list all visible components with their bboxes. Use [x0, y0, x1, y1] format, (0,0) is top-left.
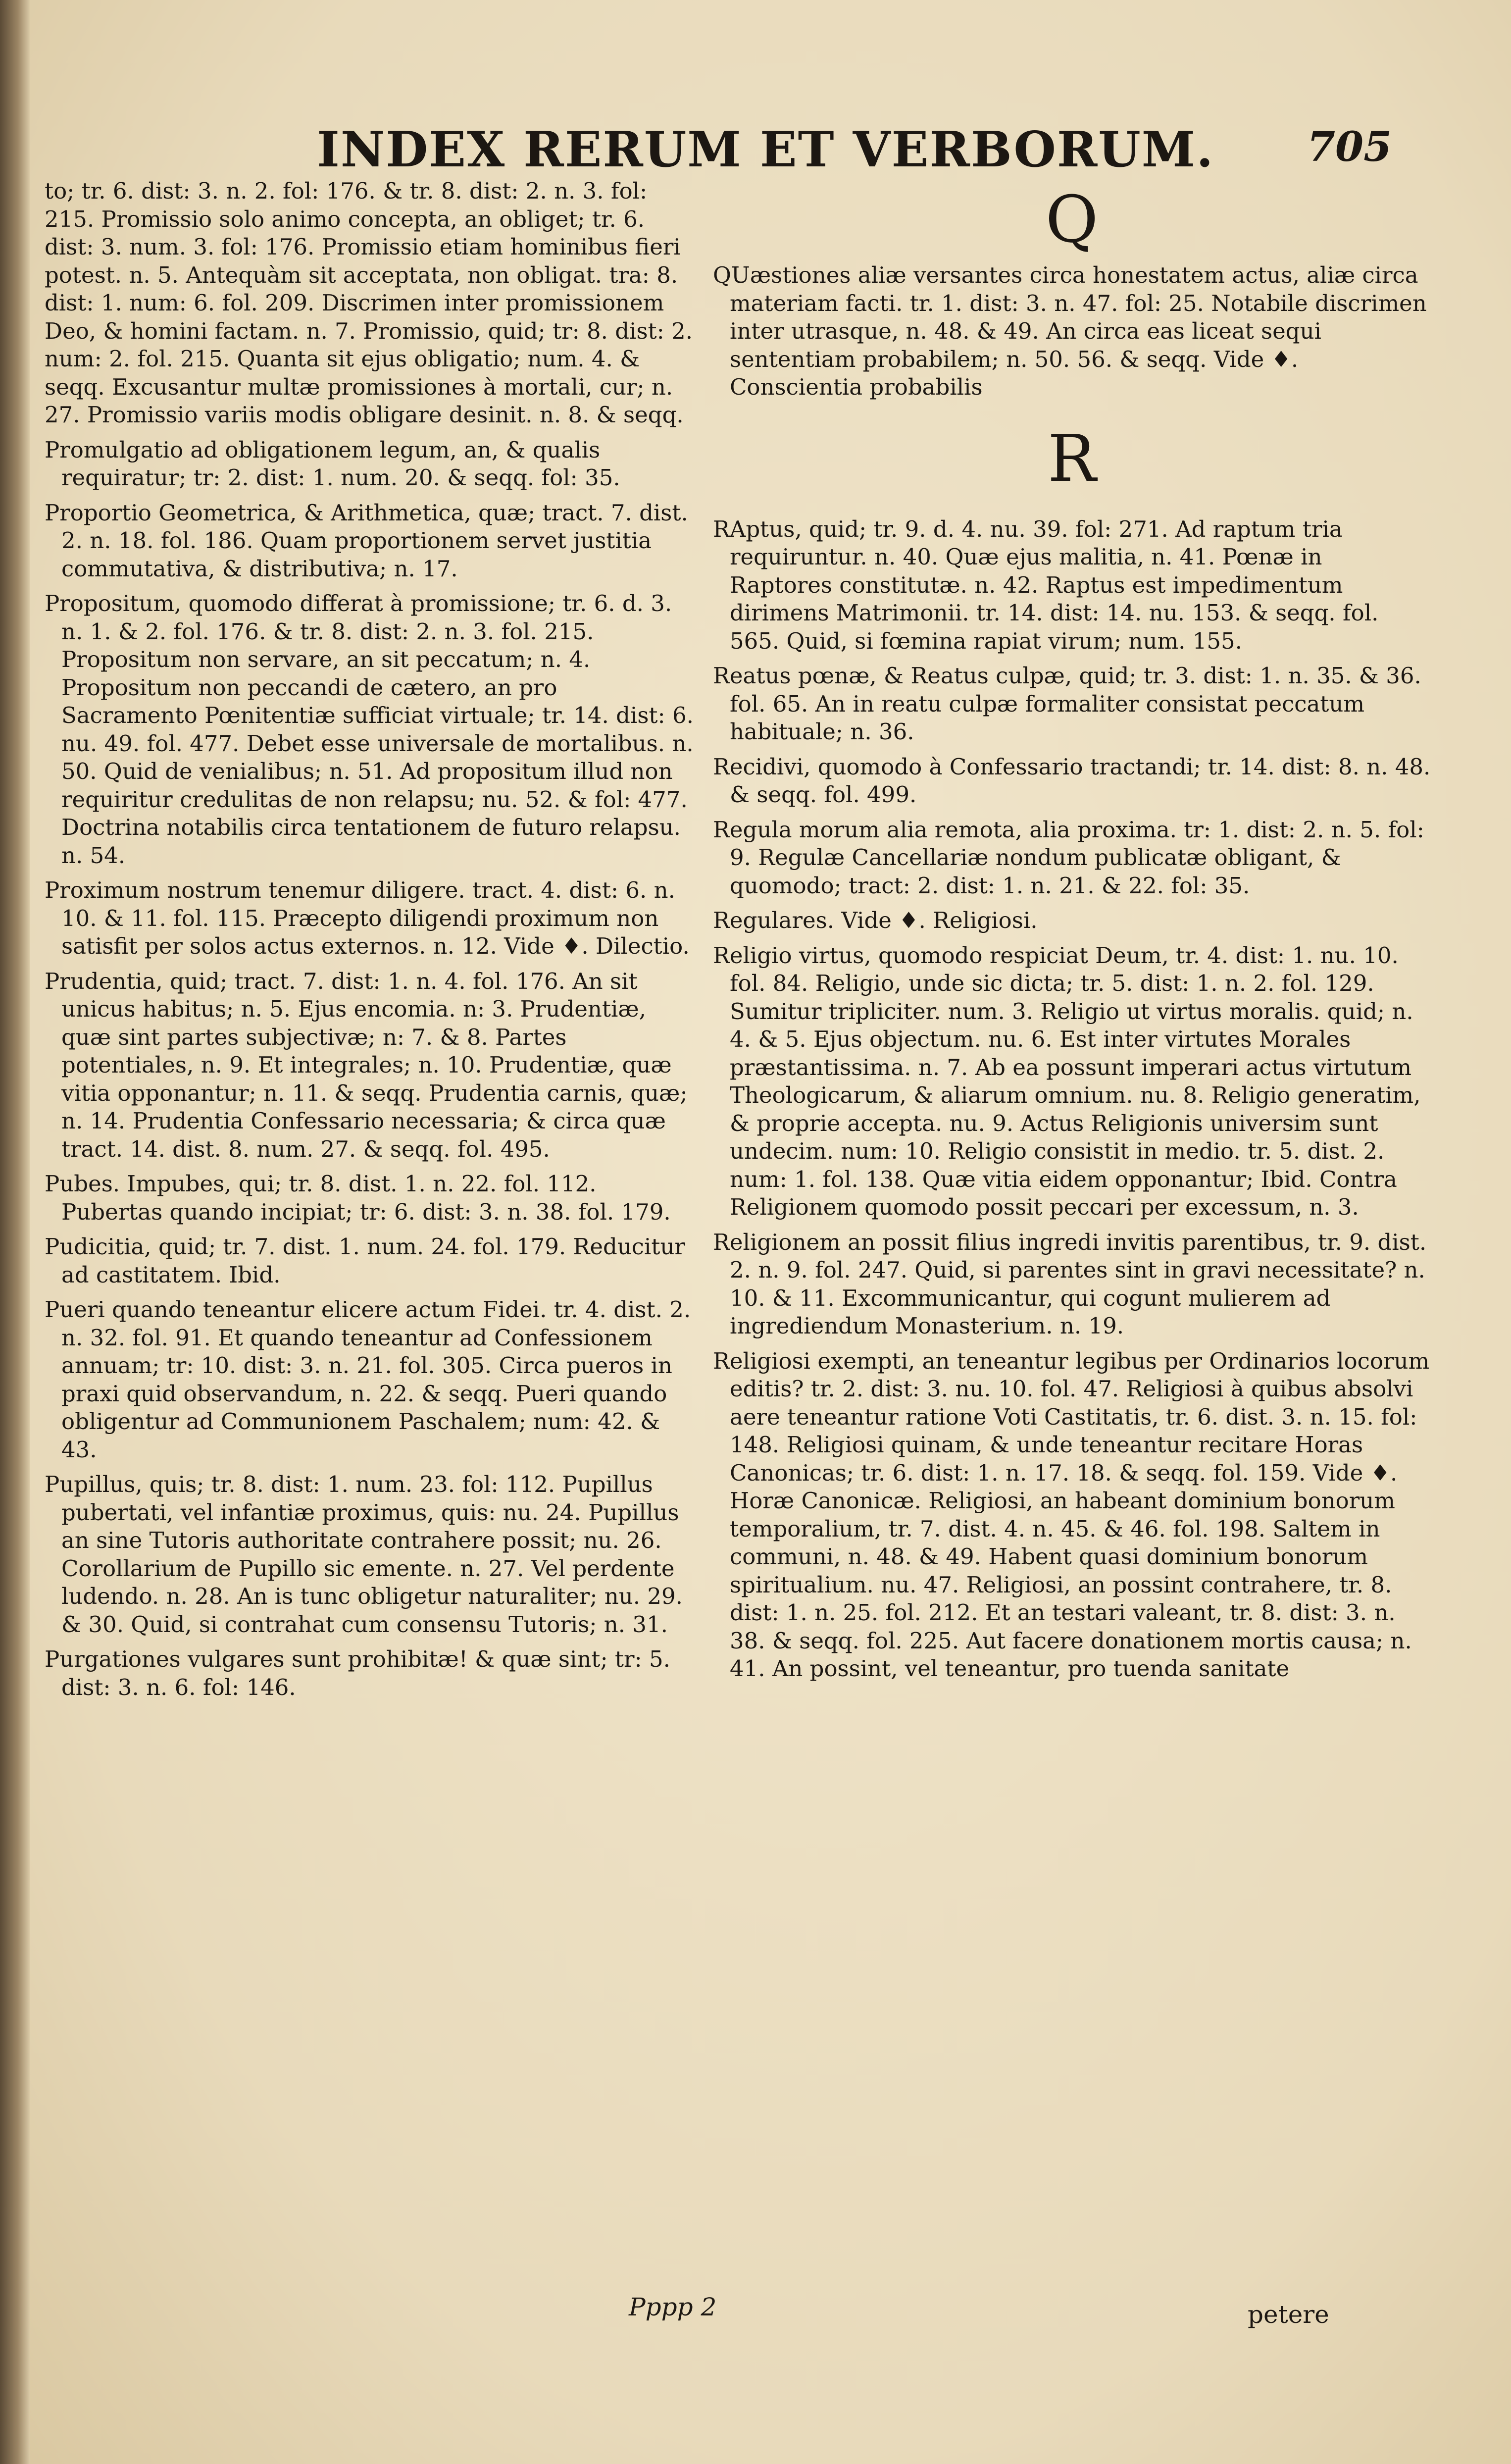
section-letter-r: R	[1048, 420, 1096, 496]
index-entry: Proportio Geometrica, & Arithmetica, quæ; tract. 7. dist. 2. n. 18. fol. 186. Quam proportionem servet justitia commutativa, & distributiva; n. 17.	[45, 499, 688, 582]
index-entry: Proximum nostrum tenemur diligere. tract. 4. dist: 6. n. 10. & 11. fol. 115. Præcepto diligendi proximum non satisfit per solos actus externos. n. 12. Vide ♦. Dilectio.	[45, 877, 690, 959]
index-entry: Pubes. Impubes, qui; tr. 8. dist. 1. n. 22. fol. 112. Pubertas quando incipiat; tr: 6. dist: 3. n. 38. fol. 179.	[45, 1171, 671, 1225]
page-number: 705	[1307, 123, 1392, 171]
page-title: INDEX RERUM ET VERBORUM.	[317, 121, 1214, 178]
index-entry: Religio virtus, quomodo respiciat Deum, tr. 4. dist: 1. nu. 10. fol. 84. Religio, unde sic dicta; tr. 5. dist: 1. n. 2. fol. 129. Sumitur tripliciter. num. 3. Religio ut virtus moralis. quid; n. 4. & 5. Ejus objectum. nu. 6. Est inter virtutes Morales præstantissima. n. 7. Ab ea possunt imperari actus virtutum Theologicarum, & aliarum omnium. nu. 8. Religio generatim, & proprie accepta. nu. 9. Actus Religionis universim sunt undecim. num: 10. Religio consistit in medio. tr. 5. dist. 2. num: 1. fol. 138. Quæ vitia eidem opponantur; Ibid. Contra Religionem quomodo possit peccari per excessum, n. 3.	[713, 942, 1421, 1220]
index-entry: Reatus pœnæ, & Reatus culpæ, quid; tr. 3. dist: 1. n. 35. & 36. fol. 65. An in reatu culpæ formaliter consistat peccatum habituale; n. 36.	[713, 663, 1421, 745]
index-entry: to; tr. 6. dist: 3. n. 2. fol: 176. & tr. 8. dist: 2. n. 3. fol: 215. Promissio solo animo concepta, an obliget; tr. 6. dist: 3. num. 3. fol: 176. Promissio etiam hominibus fieri potest. n. 5. Antequàm sit acceptata, non obligat. tra: 8. dist: 1. num: 6. fol. 209. Discrimen inter promissionem Deo, & homini factam. n. 7. Promissio, quid; tr: 8. dist: 2. num: 2. fol. 215. Quanta sit ejus obligatio; num. 4. & seqq. Excusantur multæ promissiones à mortali, cur; n. 27. Promissio variis modis obligare desinit. n. 8. & seqq.	[45, 178, 693, 428]
index-entry: Purgationes vulgares sunt prohibitæ! & quæ sint; tr: 5. dist: 3. n. 6. fol: 146.	[45, 1646, 670, 1700]
index-entry: Regula morum alia remota, alia proxima. tr: 1. dist: 2. n. 5. fol: 9. Regulæ Cancellariæ nondum publicatæ obligant, & quomodo; tract: 2. dist: 1. n. 21. & 22. fol: 35.	[713, 816, 1424, 899]
index-entry: Recidivi, quomodo à Confessario tractandi; tr. 14. dist: 8. n. 48. & seqq. fol. 499.	[713, 753, 1431, 808]
index-entry: QUæstiones aliæ versantes circa honestatem actus, aliæ circa materiam facti. tr. 1. dist: 3. n. 47. fol: 25. Notabile discrimen inter utrasque, n. 48. & 49. An circa eas liceat sequi sententiam probabilem; n. 50. 56. & seqq. Vide ♦. Conscientia probabilis	[713, 262, 1427, 400]
index-entry: Pueri quando teneantur elicere actum Fidei. tr. 4. dist. 2. n. 32. fol. 91. Et quando teneantur ad Confessionem annuam; tr: 10. dist: 3. n. 21. fol. 305. Circa pueros in praxi quid observandum, n. 22. & seqq. Pueri quando obligentur ad Communionem Paschalem; num: 42. & 43.	[45, 1296, 691, 1463]
index-entry: Religiosi exempti, an teneantur legibus per Ordinarios locorum editis? tr. 2. dist: 3. nu. 10. fol. 47. Religiosi à quibus absolvi aere teneantur ratione Voti Castitatis, tr. 6. dist. 3. n. 15. fol: 148. Religiosi quinam, & unde teneantur recitare Horas Canonicas; tr. 6. dist: 1. n. 17. 18. & seqq. fol. 159. Vide ♦. Horæ Canonicæ. Religiosi, an habeant dominium bonorum temporalium, tr. 7. dist. 4. n. 45. & 46. fol. 198. Saltem in communi, n. 48. & 49. Habent quasi dominium bonorum spiritualium. nu. 47. Religiosi, an possint contrahere, tr. 8. dist: 1. n. 25. fol. 212. Et an testari valeant, tr. 8. dist: 3. n. 38. & seqq. fol. 225. Aut facere donationem mortis causa; n. 41. An possint, vel teneantur, pro tuenda sanitate	[713, 1347, 1430, 1682]
index-entry: Religionem an possit filius ingredi invitis parentibus, tr. 9. dist. 2. n. 9. fol. 247. Quid, si parentes sint in gravi necessitate? n. 10. & 11. Excommunicantur, qui cogunt mulierem ad ingrediendum Monasterium. n. 19.	[713, 1229, 1427, 1339]
catchword: petere	[1248, 2300, 1329, 2329]
signature-mark: Pppp 2	[629, 2293, 717, 2321]
book-gutter	[0, 0, 30, 2464]
index-entry: Pudicitia, quid; tr. 7. dist. 1. num. 24. fol. 179. Reducitur ad castitatem. Ibid.	[45, 1233, 685, 1288]
index-entry: Prudentia, quid; tract. 7. dist: 1. n. 4. fol. 176. An sit unicus habitus; n. 5. Ejus encomia. n: 3. Prudentiæ, quæ sint partes subjectivæ; n: 7. & 8. Partes potentiales, n. 9. Et integrales; n. 10. Prudentiæ, quæ vitia opponantur; n. 11. & seqq. Prudentia carnis, quæ; n. 14. Prudentia Confessario necessaria; & circa quæ tract. 14. dist. 8. num. 27. & seqq. fol. 495.	[45, 968, 688, 1162]
index-entry: RAptus, quid; tr. 9. d. 4. nu. 39. fol: 271. Ad raptum tria requiruntur. n. 40. Quæ ejus malitia, n. 41. Pœnæ in Raptores constitutæ. n. 42. Raptus est impedimentum dirimens Matrimonii. tr. 14. dist: 14. nu. 153. & seqq. fol. 565. Quid, si fœmina rapiat virum; num. 155.	[713, 515, 1379, 654]
section-letter-q: Q	[1045, 182, 1099, 257]
left-column	[45, 177, 698, 1708]
right-column	[713, 177, 1431, 1690]
index-entry: Regulares. Vide ♦. Religiosi.	[713, 907, 1038, 933]
index-entry: Propositum, quomodo differat à promissione; tr. 6. d. 3. n. 1. & 2. fol. 176. & tr. 8. dist: 2. n. 3. fol. 215. Propositum non servare, an sit peccatum; n. 4. Propositum non peccandi de cætero, an pro Sacramento Pœnitentiæ sufficiat virtuale; tr. 14. dist: 6. nu. 49. fol. 477. Debet esse universale de mortalibus. n. 50. Quid de venialibus; n. 51. Ad propositum illud non requiritur credulitas de non relapsu; nu. 52. & fol: 477. Doctrina notabilis circa tentationem de futuro relapsu. n. 54.	[45, 590, 694, 869]
index-entry: Promulgatio ad obligationem legum, an, & qualis requiratur; tr: 2. dist: 1. num. 20. & seqq. fol: 35.	[45, 436, 620, 491]
index-entry: Pupillus, quis; tr. 8. dist: 1. num. 23. fol: 112. Pupillus pubertati, vel infantiæ proximus, quis: nu. 24. Pupillus an sine Tutoris authoritate contrahere possit; nu. 26. Corollarium de Pupillo sic emente. n. 27. Vel perdente ludendo. n. 28. An is tunc obligetur naturaliter; nu. 29. & 30. Quid, si contrahat cum consensu Tutoris; n. 31.	[45, 1471, 683, 1638]
